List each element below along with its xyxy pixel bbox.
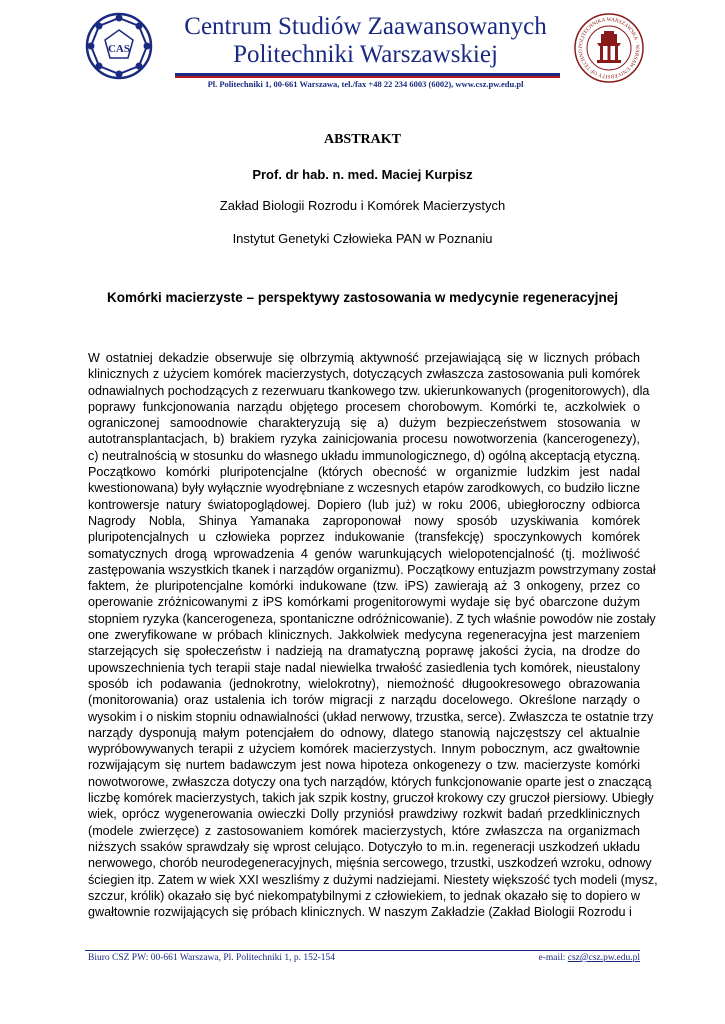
body-line: rozwijającym się nurtem badawczym jest nowa hipoteza onkogenezy o tzw. macierzyste komórki <box>88 758 640 773</box>
body-line: wiek, oprócz wygenerowania owieczki Dolly przyniósł prawdziwy rozkwit badań przedklinicznych <box>88 807 640 822</box>
body-line: upowszechnienia tych terapii staje nadal niewielka trwałość zasiedlenia tych komórek, nieustalony <box>88 660 640 675</box>
footer-office-address: Biuro CSZ PW: 00-661 Warszawa, Pl. Politechniki 1, p. 152-154 <box>88 953 336 963</box>
body-line: W ostatniej dekadzie obserwuje się olbrzymią aktywność przejawiającą się w licznych próbach <box>88 351 640 365</box>
body-line: liczbę komórek macierzystych, takich jak szpik kostny, gruczoł krokowy czy gruczoł piersiowy. Ubiegły <box>88 791 654 806</box>
body-line: nowotworowe, zwłaszcza dotyczy ona tych narządów, których funkcjonowanie oparte jest o znaczącą <box>88 774 652 789</box>
body-line: wypróbowywanych terapii z użyciem komórek macierzystych. Innym pobocznym, acz gwałtownie <box>88 742 640 757</box>
body-line: narządy dysponują małym potencjałem do odnowy, dlatego stanowią najczęstszy cel aktualnie <box>88 725 640 740</box>
csz-logo <box>85 12 153 80</box>
body-line: ograniczonej samoodnowie charakteryzują się a) dużym bezpieczeństwem stosowania w <box>88 416 640 431</box>
footer-contact <box>538 953 640 963</box>
body-line: pluripotencjalnych u człowieka poprzez indukowanie (transfekcję) spoczynkowych komórek <box>88 530 640 545</box>
body-line: Nagrody Nobla, Shinya Yamanaka zaproponował nowy sposób uzyskiwania komórek <box>88 513 640 528</box>
affiliation-department: Zakład Biologii Rozrodu i Komórek Macierzystych <box>219 198 506 213</box>
body-line: one zweryfikowane w próbach klinicznych. Jakkolwiek medycyna regeneracyjna jest marzeniem <box>88 628 640 643</box>
author-name: Prof. dr hab. n. med. Maciej Kurpisz <box>252 167 473 182</box>
footer-rule <box>85 950 640 951</box>
institution-name-line1: Centrum Studiów Zaawansowanych <box>184 13 547 40</box>
body-line: szczur, królik) okazało się być niekompatybilnymi z człowiekiem, to jednak okazało się to dopiero w <box>88 888 640 903</box>
body-line: nerwowego, chorób neurodegeneracyjnych, mięśnia sercowego, trzustki, uszkodzeń wzroku, odnowy <box>88 856 652 871</box>
body-line: zastępowania wszystkich tkanek i narządów organizmu). Początkowy entuzjazm powstrzymany został <box>88 562 656 577</box>
body-line: niższych ssaków sprawdzały się wprost celująco. Dotyczyło to m.in. regeneracji uszkodzeń układu <box>88 839 640 854</box>
body-line: poprawy funkcjonowania narządu objętego procesem chorobowym. Komórki te, aczkolwiek o <box>88 399 640 414</box>
body-line: faktem, że pluripotencjalne komórki indukowane (tzw. iPS) zawierają aż 3 onkogeny, przez co <box>88 579 640 594</box>
body-line: autotransplantacjach, b) brakiem ryzyka zainicjowania procesu nowotworzenia (kancerogenezy), <box>88 432 640 447</box>
body-line: operowanie zróżnicowanymi z iPS komórkami progenitorowymi wydaje się być obarczone dużym <box>88 595 640 610</box>
body-line: klinicznych z użyciem komórek macierzystych, dotyczących zwłaszcza zastosowania puli komórek <box>88 367 640 382</box>
affiliation-institute: Instytut Genetyki Człowieka PAN w Poznaniu <box>232 231 493 246</box>
footer-email-label: e-mail: <box>538 953 568 963</box>
body-line: gwałtownie rozwijających się próbach klinicznych. W naszym Zakładzie (Zakład Biologii Rozrodu i <box>88 905 632 920</box>
abstract-title: Komórki macierzyste – perspektywy zastosowania w medycynie regeneracyjnej <box>107 290 618 305</box>
body-line: wysokim i o niskim stopniu odnawialności (układ nerwowy, trzustka, serce). Zwłaszcza te ostatnie trzy <box>88 709 654 724</box>
body-line: stopniem ryzyka (kancerogeneza, spontaniczne odróżnicowanie). Z tych właśnie powodów nie zostały <box>88 611 656 626</box>
body-line: kontrowersje natury światopoglądowej. Dopiero (lub już) w roku 2006, ubiegłoroczny odbiorca <box>88 497 640 512</box>
seal-ring-text: POLITECHNIKA WARSZAWSKA · WARSAW UNIVERSITY OF TECHNO <box>577 16 641 80</box>
university-seal <box>573 12 645 84</box>
body-line: somatycznych drogą wprowadzenia 4 genów warunkujących wielopotencjalność (tj. możliwość <box>88 546 640 561</box>
header-rule-accent <box>175 76 560 78</box>
body-line: (modele zwierzęce) z zastosowaniem komórek macierzystych, które zwłaszcza na organizmach <box>88 823 640 838</box>
institution-name <box>158 13 573 69</box>
body-line: Początkowo komórki pluripotencjalne (których obecność w organizmie ludzkim jest nadal <box>88 465 640 480</box>
body-line: kwestionowana) były wyłącznie wyodrębniane z wczesnych etapów zarodkowych, co budziło liczne <box>88 481 640 496</box>
institution-name-line2: Politechniki Warszawskiej <box>233 41 498 68</box>
header-address: Pl. Politechniki 1, 00-661 Warszawa, tel./fax +48 22 234 6003 (6002), www.csz.pw.edu.pl <box>207 79 524 89</box>
abstract-body <box>88 350 658 920</box>
body-line: sposób ich podawania (jednokrotny, wielokrotny), niemożność długookresowego obrazowania <box>88 676 640 691</box>
body-line: odnawialnych pochodzących z rezerwuaru tkankowego tzw. ukierunkowanych (progenitorowych), dla <box>88 383 650 398</box>
body-line: starzejących się społeczeństw i nadzieją na dramatyczną poprawę jakości życia, na drodze do <box>88 644 640 659</box>
csz-logo-text: CAS <box>107 43 131 55</box>
body-line: ściegien itp. Zatem w wiek XXI weszliśmy z dużymi nadziejami. Niestety większość tych modeli (mysz, <box>88 872 658 887</box>
body-line: c) neutralnością w stosunku do własnego układu immunologicznego, d) ogólną akceptacją etyczną. <box>88 448 641 463</box>
body-line: (monitorowania) oraz ustalenia ich torów migracji z narządu docelowego. Określone narządy o <box>88 693 640 708</box>
footer-email-link[interactable]: csz@csz.pw.edu.pl <box>567 953 640 963</box>
section-label: ABSTRAKT <box>323 132 402 147</box>
